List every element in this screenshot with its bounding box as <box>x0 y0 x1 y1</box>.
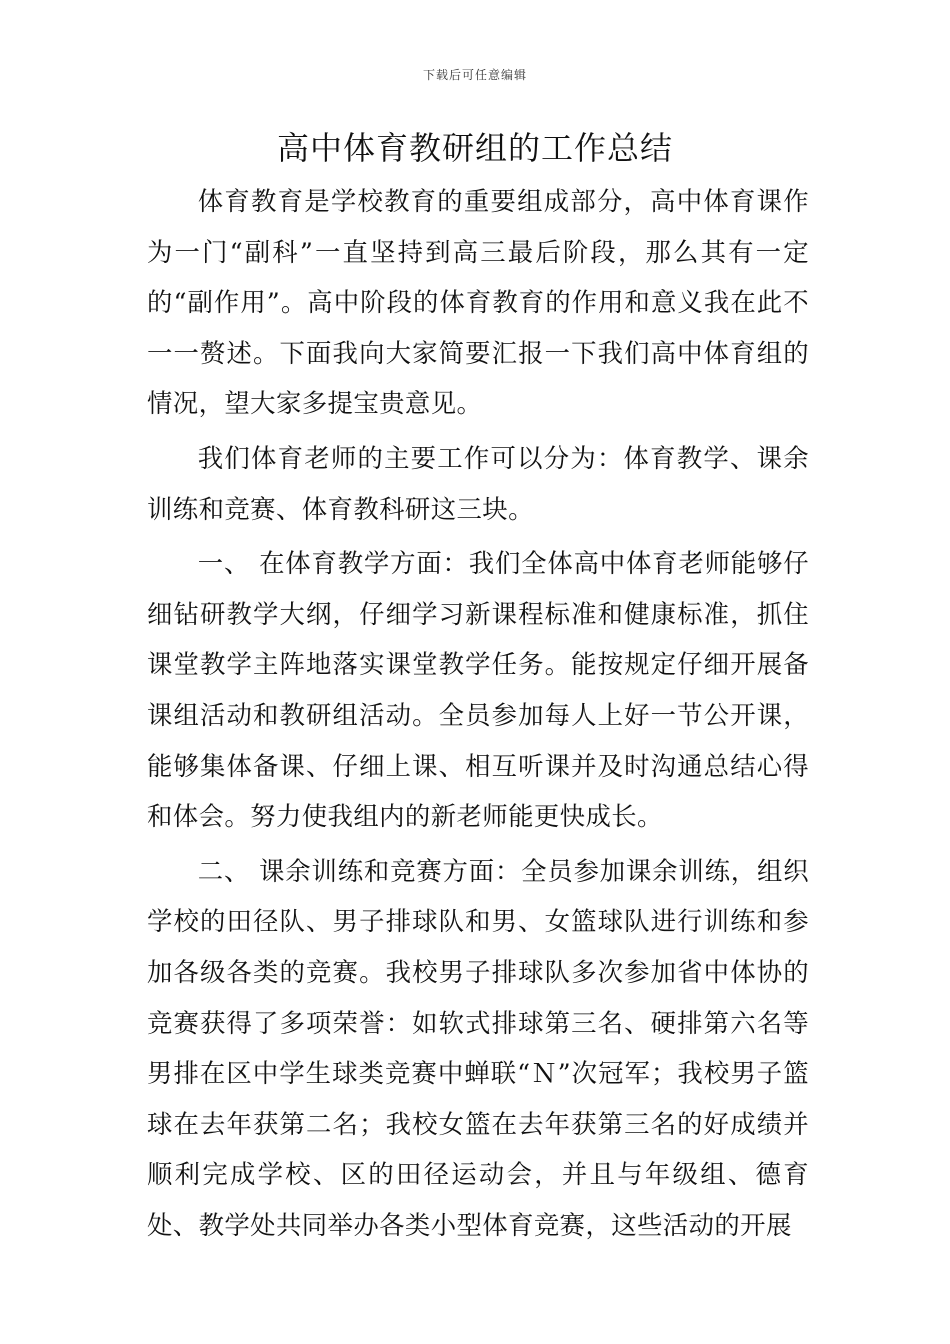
paragraph-teaching: 一、 在体育教学方面：我们全体高中体育老师能够仔细钻研教学大纲，仔细学习新课程标准和健康标准，抓住课堂教学主阵地落实课堂教学任务。能按规定仔细开展备课组活动和教研组活动。全员参加每人上好一节公开课，能够集体备课、仔细上课、相互听课并及时沟通总结心得和体会。努力使我组内的新老师能更快成长。 <box>147 548 809 832</box>
paragraph-training: 二、 课余训练和竞赛方面：全员参加课余训练，组织学校的田径队、男子排球队和男、女篮球队进行训练和参加各级各类的竞赛。我校男子排球队多次参加省中体协的竞赛获得了多项荣誉：如软式排球第三名、硬排第六名等男排在区中学生球类竞赛中蝉联“Ｎ”次冠军；我校男子篮球在去年获第二名；我校女篮在去年获第三名的好成绩并顺利完成学校、区的田径运动会，并且与年级组、德育处、教学处共同举办各类小型体育竞赛，这些活动的开展 <box>147 855 809 1240</box>
document-body <box>147 176 809 1254</box>
paragraph-overview: 我们体育老师的主要工作可以分为：体育教学、课余训练和竞赛、体育教科研这三块。 <box>147 442 809 524</box>
paragraph-intro: 体育教育是学校教育的重要组成部分，高中体育课作为一门“副科”一直坚持到高三最后阶段，那么其有一定的“副作用”。高中阶段的体育教育的作用和意义我在此不一一赘述。下面我向大家简要汇报一下我们高中体育组的情况，望大家多提宝贵意见。 <box>147 186 809 419</box>
document-title: 高中体育教研组的工作总结 <box>276 129 673 167</box>
header-note: 下载后可任意编辑 <box>422 68 527 82</box>
